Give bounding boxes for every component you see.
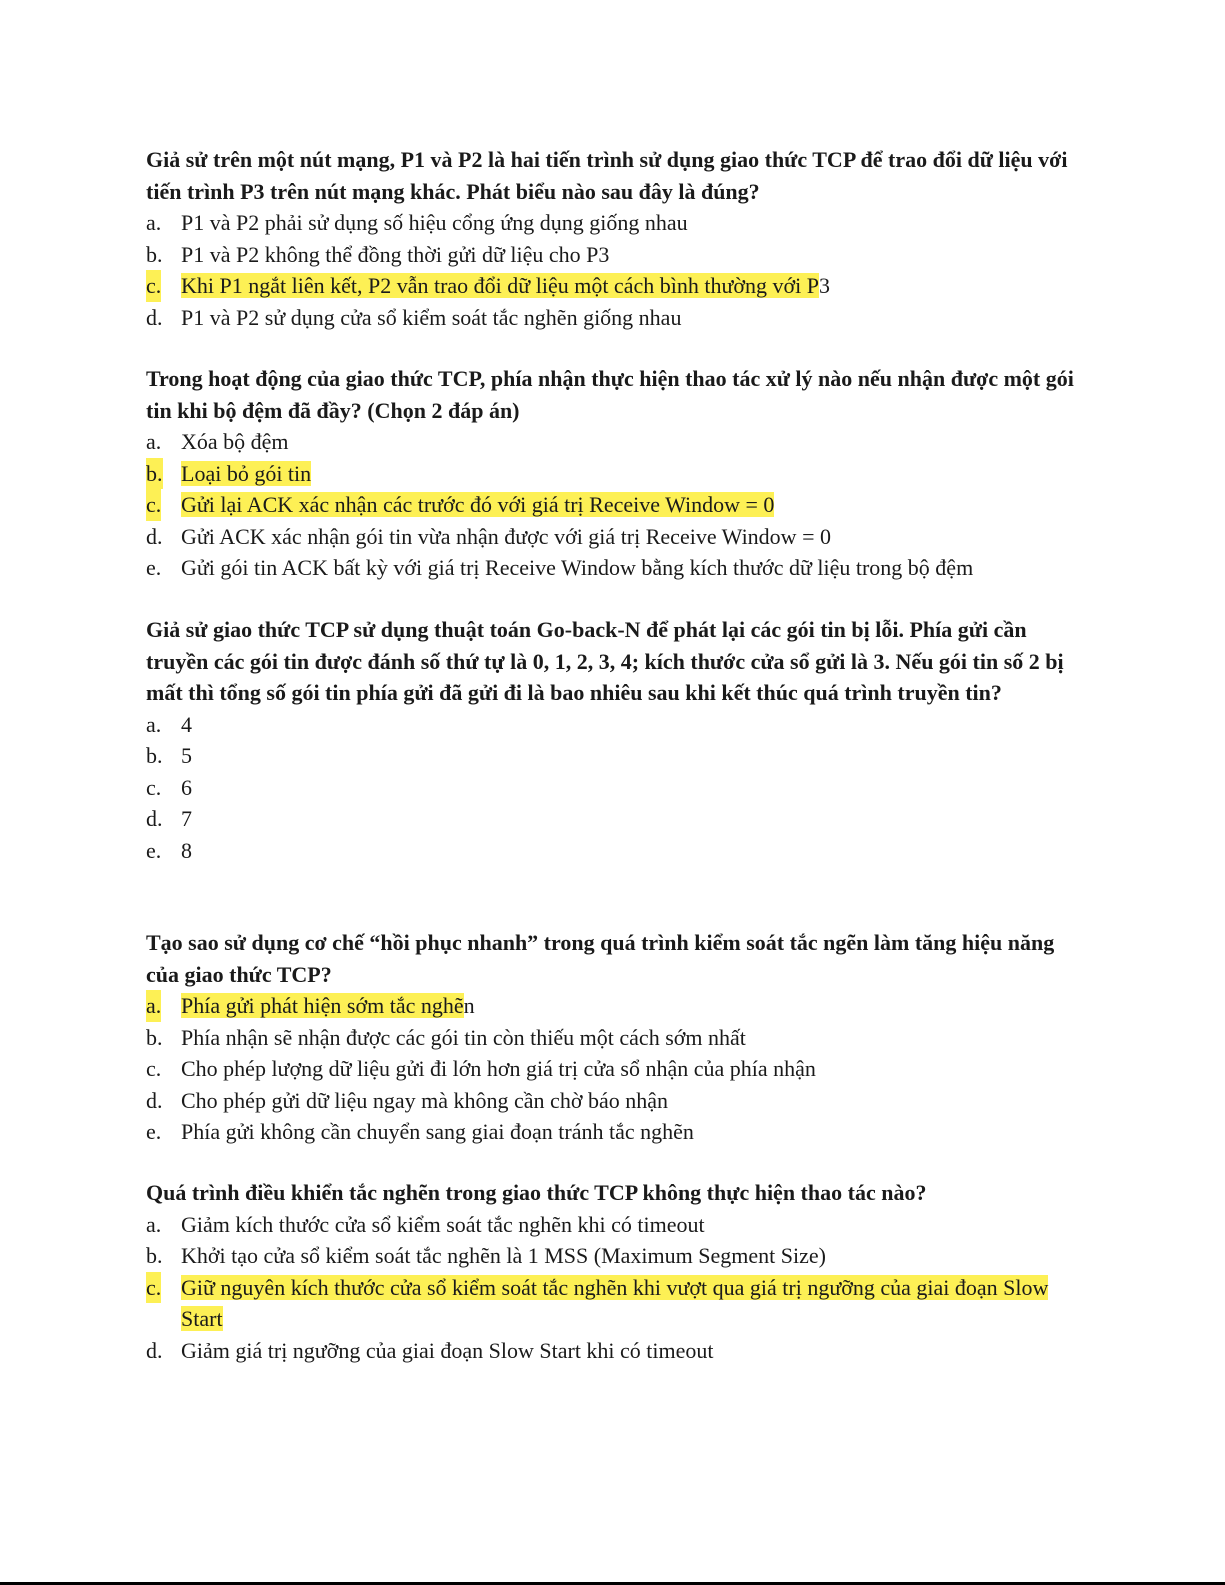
options-list <box>146 1209 1076 1367</box>
option-e <box>146 835 1076 867</box>
option-a <box>146 426 1076 458</box>
option-letter: b. <box>146 241 163 267</box>
option-d <box>146 1085 1076 1117</box>
option-text: 8 <box>181 837 192 863</box>
option-d <box>146 803 1076 835</box>
option-letter: b. <box>146 1024 163 1050</box>
question-5 <box>146 1177 1076 1366</box>
option-letter: b. <box>146 743 163 768</box>
option-text-tail: 3 <box>819 273 830 298</box>
option-b <box>146 239 1076 271</box>
option-letter: c. <box>146 1056 162 1081</box>
option-a <box>146 207 1076 239</box>
option-c <box>146 772 1076 804</box>
option-letter: a. <box>146 210 162 235</box>
options-list <box>146 426 1076 584</box>
question-text: Tạo sao sử dụng cơ chế “hồi phục nhanh” trong quá trình kiểm soát tắc ngẽn làm tăng hiệu năng của giao thức TCP? <box>146 930 1055 987</box>
option-letter: e. <box>146 555 162 580</box>
option-text: Giảm kích thước cửa sổ kiểm soát tắc nghẽn khi có timeout <box>181 1211 705 1237</box>
option-c <box>146 1053 1076 1085</box>
option-c-highlighted <box>146 1272 1076 1335</box>
option-a <box>146 1209 1076 1241</box>
option-text-highlighted: Khi P1 ngắt liên kết, P2 vẫn trao đổi dữ liệu một cách bình thường với P <box>181 273 819 298</box>
option-letter: b. <box>146 1243 163 1268</box>
option-e <box>146 552 1076 584</box>
option-text: P1 và P2 sử dụng cửa sổ kiểm soát tắc nghẽn giống nhau <box>181 304 682 330</box>
option-a-highlighted <box>146 990 1076 1022</box>
option-text-highlighted: Loại bỏ gói tin <box>181 460 312 486</box>
options-list <box>146 207 1076 333</box>
option-text: 4 <box>181 711 192 737</box>
option-letter: c. <box>146 1272 161 1304</box>
option-d <box>146 521 1076 553</box>
option-letter: c. <box>146 774 162 800</box>
option-a <box>146 709 1076 741</box>
option-letter: a. <box>146 1211 162 1237</box>
option-text: P1 và P2 phải sử dụng số hiệu cổng ứng dụng giống nhau <box>181 210 688 235</box>
option-text: 5 <box>181 743 192 768</box>
option-text-highlighted: Gửi lại ACK xác nhận các trước đó với giá trị Receive Window = 0 <box>181 492 775 517</box>
option-letter: c. <box>146 270 161 302</box>
option-text: Phía gửi không cần chuyển sang giai đoạn tránh tắc nghẽn <box>181 1119 694 1144</box>
option-b-highlighted <box>146 458 1076 490</box>
option-text-highlighted: Giữ nguyên kích thước cửa sổ kiểm soát tắc nghẽn khi vượt qua giá trị ngưỡng của giai đoạn Slow Start <box>181 1274 1049 1331</box>
question-4 <box>146 927 1076 1148</box>
option-c-highlighted <box>146 270 1076 302</box>
option-text: Gửi ACK xác nhận gói tin vừa nhận được với giá trị Receive Window = 0 <box>181 523 831 549</box>
options-list <box>146 990 1076 1148</box>
question-text: Trong hoạt động của giao thức TCP, phía nhận thực hiện thao tác xử lý nào nếu nhận được một gói tin khi bộ đệm đã đầy? (Chọn 2 đáp án) <box>146 366 1074 423</box>
question-1 <box>146 144 1076 333</box>
option-letter: a. <box>146 711 162 737</box>
option-text: Phía nhận sẽ nhận được các gói tin còn thiếu một cách sớm nhất <box>181 1024 746 1050</box>
option-text: Cho phép lượng dữ liệu gửi đi lớn hơn giá trị cửa sổ nhận của phía nhận <box>181 1056 816 1081</box>
option-e <box>146 1116 1076 1148</box>
option-letter: a. <box>146 990 161 1022</box>
option-letter: d. <box>146 1337 163 1363</box>
option-d <box>146 302 1076 334</box>
option-text: Giảm giá trị ngưỡng của giai đoạn Slow Start khi có timeout <box>181 1337 714 1363</box>
question-2 <box>146 363 1076 584</box>
options-list <box>146 709 1076 867</box>
option-letter: e. <box>146 1119 162 1144</box>
question-text: Giả sử giao thức TCP sử dụng thuật toán Go-back-N để phát lại các gói tin bị lỗi. Phía gửi cần truyền các gói tin được đánh số thứ tự là 0, 1, 2, 3, 4; kích thước cửa sổ gửi là 3. Nếu gói tin số 2 bị mất thì tổng số gói tin phía gửi đã gửi đi là bao nhiêu sau khi kết thúc quá trình truyền tin? <box>146 617 1064 705</box>
question-text: Giả sử trên một nút mạng, P1 và P2 là hai tiến trình sử dụng giao thức TCP để trao đổi dữ liệu với tiến trình P3 trên nút mạng khác. Phát biểu nào sau đây là đúng? <box>146 147 1068 204</box>
option-letter: c. <box>146 489 161 521</box>
option-letter: a. <box>146 429 162 454</box>
option-text: Khởi tạo cửa sổ kiểm soát tắc nghẽn là 1 MSS (Maximum Segment Size) <box>181 1243 826 1268</box>
option-b <box>146 1240 1076 1272</box>
option-letter: d. <box>146 806 163 831</box>
option-d <box>146 1335 1076 1367</box>
question-3 <box>146 614 1076 866</box>
option-text-highlighted: Phía gửi phát hiện sớm tắc nghẽ <box>181 993 464 1018</box>
option-c-highlighted <box>146 489 1076 521</box>
option-text: 7 <box>181 806 192 831</box>
option-b <box>146 1022 1076 1054</box>
option-text: 6 <box>181 774 192 800</box>
option-text: Cho phép gửi dữ liệu ngay mà không cần chờ báo nhận <box>181 1087 668 1113</box>
option-text: Xóa bộ đệm <box>181 429 289 454</box>
option-letter: d. <box>146 523 163 549</box>
option-text-tail: n <box>463 993 475 1018</box>
option-text: Gửi gói tin ACK bất kỳ với giá trị Receive Window bằng kích thước dữ liệu trong bộ đệm <box>181 555 974 580</box>
option-letter: b. <box>146 458 163 490</box>
option-letter: d. <box>146 1087 163 1113</box>
option-b <box>146 740 1076 772</box>
option-letter: e. <box>146 837 162 863</box>
question-text: Quá trình điều khiển tắc nghẽn trong giao thức TCP không thực hiện thao tác nào? <box>146 1180 927 1205</box>
option-text: P1 và P2 không thể đồng thời gửi dữ liệu cho P3 <box>181 241 610 267</box>
option-letter: d. <box>146 304 163 330</box>
